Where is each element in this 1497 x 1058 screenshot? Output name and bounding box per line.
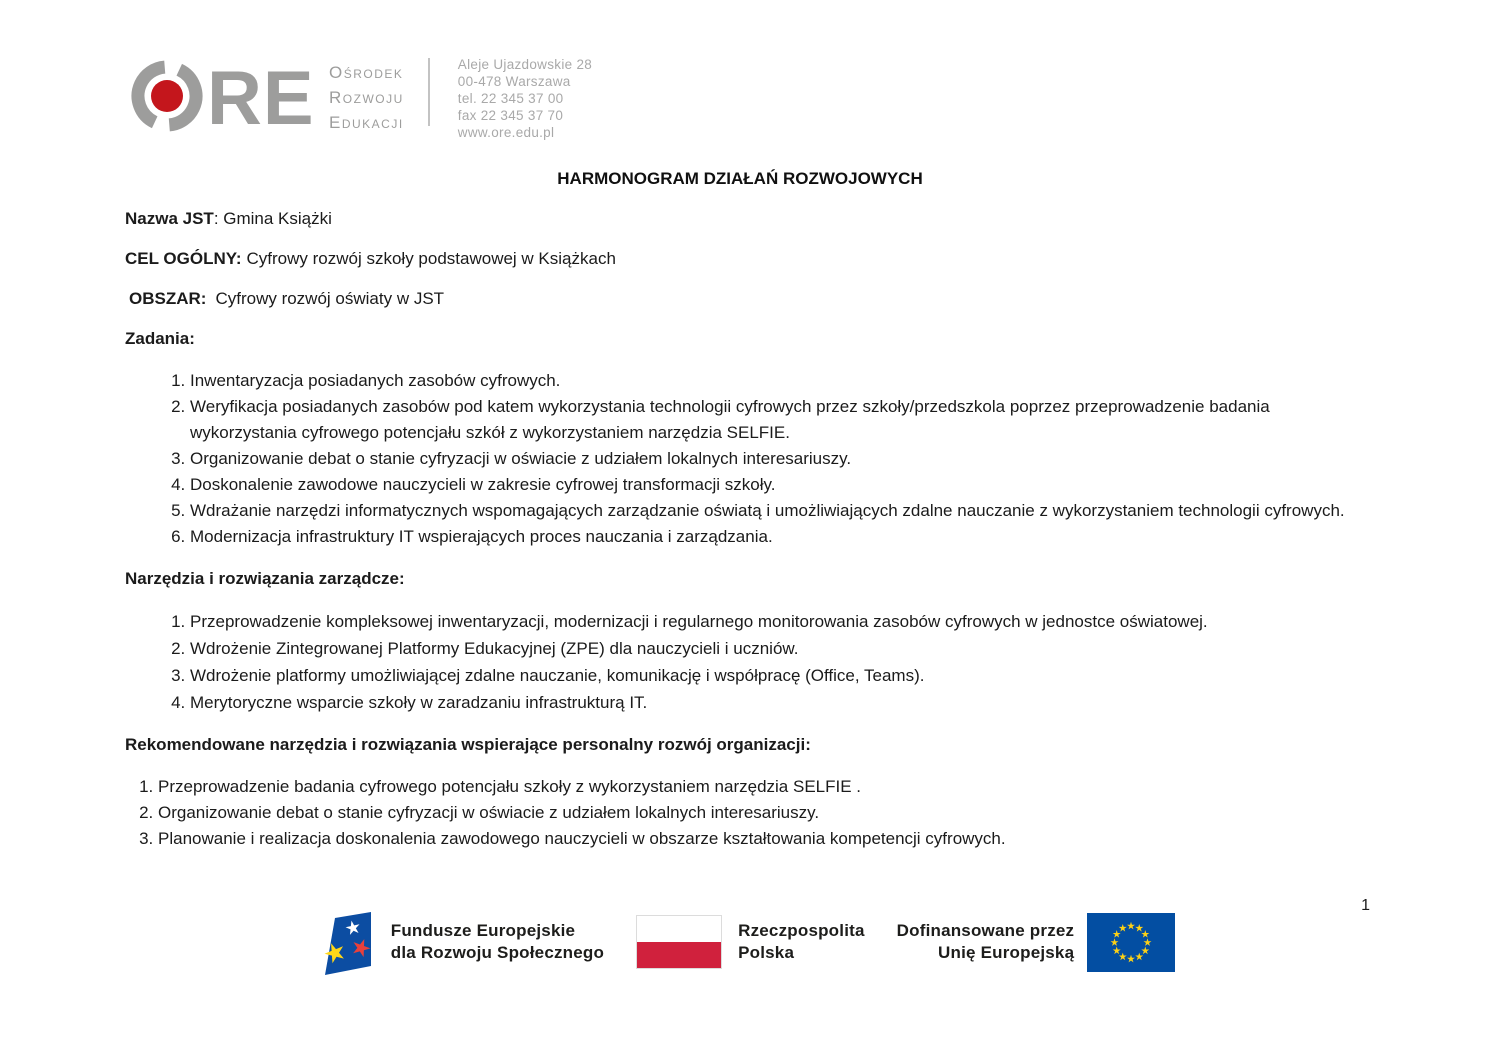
ore-org-line: Rozwoju [329,88,404,107]
label-line: Rzeczpospolita [738,921,865,940]
narzedzia-list [125,608,1355,716]
address-line: www.ore.edu.pl [457,125,555,140]
rzeczpospolita-polska-label [738,920,865,964]
field-label: OBSZAR: [129,289,207,308]
list-item: 1. Inwentaryzacja posiadanych zasobów cyfrowych. [190,368,1355,394]
field-value: Cyfrowy rozwój szkoły podstawowej w Książkach [246,249,616,268]
fundusze-europejskie-logo-group [322,908,604,976]
label-line: Dofinansowane przez [896,921,1075,940]
label-line: Unię Europejską [938,943,1075,962]
ore-org-name [329,52,404,135]
field-obszar [125,288,1355,310]
page-number: 1 [1361,897,1370,914]
list-item: 2. Weryfikacja posiadanych zasobów pod katem wykorzystania technologii cyfrowych przez szkoły/przedszkola poprzez przeprowadzenie badania wykorzystania cyfrowego potencjału szkół z wykorzystaniem narzędzia SELFIE. [190,394,1355,446]
label-line: Polska [738,943,795,962]
list-item: 4. Doskonalenie zawodowe nauczycieli w zakresie cyfrowej transformacji szkoły. [190,472,1355,498]
ore-letterhead [125,52,1355,140]
list-item: 3. Wdrożenie platformy umożliwiającej zdalne nauczanie, komunikację i współpracę (Office, Teams). [190,662,1355,689]
ore-logo-icon [125,52,315,136]
zadania-list [125,368,1355,550]
eu-funding-label [897,920,1075,964]
address-line: tel. 22 345 37 00 [457,91,564,106]
field-cel-ogolny [125,248,1355,270]
list-item: 1. Przeprowadzenie kompleksowej inwentaryzacji, modernizacji i regularnego monitorowania zasobów cyfrowych w jednostce oświatowej. [190,608,1355,635]
fundusze-europejskie-flag-icon [322,908,376,976]
rekomendowane-list [125,774,1355,852]
fundusze-europejskie-label [391,920,604,964]
field-nazwa-jst [125,208,1355,230]
ore-address-block [458,52,592,141]
list-item: 3. Planowanie i realizacja doskonalenia zawodowego nauczycieli w obszarze kształtowania kompetencji cyfrowych. [158,826,1355,852]
field-label: CEL OGÓLNY: [125,249,242,268]
rzeczpospolita-polska-logo-group [636,915,865,969]
address-line: 00-478 Warszawa [457,74,571,89]
list-item: 2. Wdrożenie Zintegrowanej Platformy Edukacyjnej (ZPE) dla nauczycieli i uczniów. [190,635,1355,662]
letterhead-divider [428,58,430,126]
ore-org-line: Ośrodek [329,63,404,82]
address-line: fax 22 345 37 70 [457,108,564,123]
ore-org-line: Edukacji [329,113,404,132]
eu-flag-icon [1087,913,1175,972]
document-title: HARMONOGRAM DZIAŁAŃ ROZWOJOWYCH [557,169,923,188]
label-line: dla Rozwoju Społecznego [390,943,605,962]
field-value: : Gmina Książki [213,209,332,228]
list-item: 2. Organizowanie debat o stanie cyfryzacji w oświacie z udziałem lokalnych interesariuszy. [158,800,1355,826]
field-value: Cyfrowy rozwój oświaty w JST [215,289,445,308]
ore-logo-letters: RE [207,56,315,136]
list-item: 4. Merytoryczne wsparcie szkoły w zaradzaniu infrastrukturą IT. [190,689,1355,716]
eu-funding-logo-group [897,913,1176,972]
address-line: Aleje Ujazdowskie 28 [457,57,593,72]
label-line: Fundusze Europejskie [390,921,576,940]
list-item: 6. Modernizacja infrastruktury IT wspierających proces nauczania i zarządzania. [190,524,1355,550]
list-item: 1. Przeprowadzenie badania cyfrowego potencjału szkoły z wykorzystaniem narzędzia SELFIE . [158,774,1355,800]
list-item: 5. Wdrażanie narzędzi informatycznych wspomagających zarządzanie oświatą i umożliwiających zdalne nauczanie z wykorzystaniem technologii cyfrowych. [190,498,1355,524]
section-heading-rekomendowane: Rekomendowane narzędzia i rozwiązania wspierające personalny rozwój organizacji: [125,735,811,754]
section-heading-zadania: Zadania: [125,329,195,348]
section-heading-narzedzia: Narzędzia i rozwiązania zarządcze: [125,569,405,588]
ore-red-dot-icon [151,80,183,112]
footer-logos [0,908,1497,976]
field-label: Nazwa JST [125,209,214,228]
list-item: 3. Organizowanie debat o stanie cyfryzacji w oświacie z udziałem lokalnych interesariuszy. [190,446,1355,472]
poland-flag-icon [636,915,722,969]
